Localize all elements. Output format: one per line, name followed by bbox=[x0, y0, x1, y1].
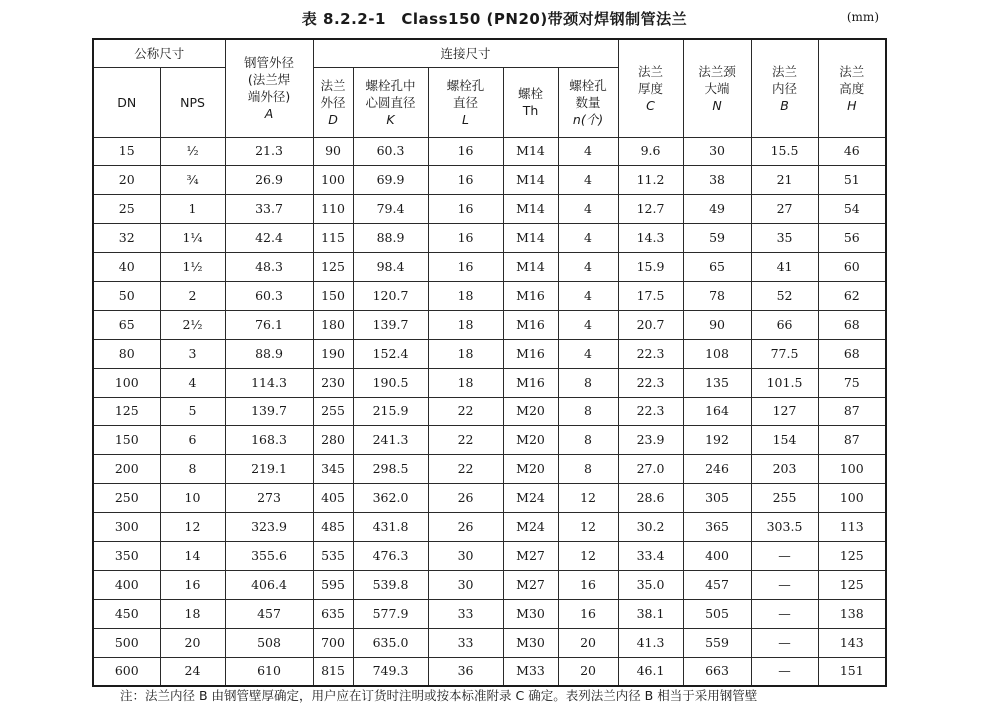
table-cell: 15.9 bbox=[618, 253, 683, 282]
table-cell: 87 bbox=[818, 426, 886, 455]
table-cell: 68 bbox=[818, 339, 886, 368]
table-cell: 100 bbox=[818, 455, 886, 484]
header-flange-od: 法兰 外径 D bbox=[313, 67, 353, 137]
table-cell: 30 bbox=[683, 137, 751, 166]
table-cell: 406.4 bbox=[225, 570, 313, 599]
table-cell: 42.4 bbox=[225, 224, 313, 253]
table-cell: 69.9 bbox=[353, 166, 428, 195]
table-cell: 38.1 bbox=[618, 599, 683, 628]
table-cell: 33 bbox=[428, 628, 503, 657]
table-cell: 663 bbox=[683, 657, 751, 686]
table-cell: 25 bbox=[93, 195, 160, 224]
table-body bbox=[93, 137, 886, 686]
table-cell: 90 bbox=[683, 310, 751, 339]
table-cell: 2 bbox=[160, 281, 225, 310]
table-cell: 595 bbox=[313, 570, 353, 599]
table-row bbox=[93, 224, 886, 253]
table-cell: — bbox=[751, 570, 818, 599]
table-cell: 51 bbox=[818, 166, 886, 195]
table-cell: 20.7 bbox=[618, 310, 683, 339]
table-cell: 16 bbox=[428, 253, 503, 282]
table-cell: 24 bbox=[160, 657, 225, 686]
header-height: 法兰 高度 H bbox=[818, 39, 886, 137]
table-cell: 60.3 bbox=[225, 281, 313, 310]
table-cell: 280 bbox=[313, 426, 353, 455]
table-cell: 485 bbox=[313, 513, 353, 542]
table-cell: 125 bbox=[818, 570, 886, 599]
table-cell: 457 bbox=[225, 599, 313, 628]
table-cell: 600 bbox=[93, 657, 160, 686]
table-cell: 36 bbox=[428, 657, 503, 686]
table-cell: 27 bbox=[751, 195, 818, 224]
table-cell: 79.4 bbox=[353, 195, 428, 224]
table-cell: 28.6 bbox=[618, 484, 683, 513]
table-cell: 125 bbox=[93, 397, 160, 426]
table-cell: 22 bbox=[428, 426, 503, 455]
table-cell: 26 bbox=[428, 513, 503, 542]
table-cell: 246 bbox=[683, 455, 751, 484]
table-row bbox=[93, 426, 886, 455]
table-cell: 405 bbox=[313, 484, 353, 513]
table-cell: 164 bbox=[683, 397, 751, 426]
table-cell: 20 bbox=[93, 166, 160, 195]
table-cell: 18 bbox=[160, 599, 225, 628]
header-bolt: 螺栓 Th bbox=[503, 67, 558, 137]
table-cell: 80 bbox=[93, 339, 160, 368]
table-cell: 8 bbox=[558, 455, 618, 484]
table-cell: 33.4 bbox=[618, 541, 683, 570]
table-cell: 52 bbox=[751, 281, 818, 310]
table-cell: 12 bbox=[558, 541, 618, 570]
table-cell: 33.7 bbox=[225, 195, 313, 224]
table-cell: ½ bbox=[160, 137, 225, 166]
table-cell: 230 bbox=[313, 368, 353, 397]
table-cell: M14 bbox=[503, 137, 558, 166]
table-row bbox=[93, 281, 886, 310]
table-cell: 300 bbox=[93, 513, 160, 542]
table-cell: 62 bbox=[818, 281, 886, 310]
table-cell: 101.5 bbox=[751, 368, 818, 397]
table-cell: 450 bbox=[93, 599, 160, 628]
table-cell: 298.5 bbox=[353, 455, 428, 484]
table-cell: 345 bbox=[313, 455, 353, 484]
header-connection: 连接尺寸 bbox=[313, 39, 618, 67]
table-cell: 250 bbox=[93, 484, 160, 513]
table-cell: 138 bbox=[818, 599, 886, 628]
table-row bbox=[93, 397, 886, 426]
table-cell: 21.3 bbox=[225, 137, 313, 166]
table-cell: 500 bbox=[93, 628, 160, 657]
table-cell: 431.8 bbox=[353, 513, 428, 542]
table-cell: 241.3 bbox=[353, 426, 428, 455]
table-row bbox=[93, 368, 886, 397]
table-cell: 635 bbox=[313, 599, 353, 628]
header-pipe-od: 钢管外径 (法兰焊 端外径) A bbox=[225, 39, 313, 137]
table-cell: 125 bbox=[313, 253, 353, 282]
table-cell: 16 bbox=[558, 570, 618, 599]
table-cell: 9.6 bbox=[618, 137, 683, 166]
table-cell: 49 bbox=[683, 195, 751, 224]
table-cell: 50 bbox=[93, 281, 160, 310]
table-cell: 127 bbox=[751, 397, 818, 426]
table-cell: 48.3 bbox=[225, 253, 313, 282]
table-title: 表 8.2.2-1 Class150 (PN20)带颈对焊钢制管法兰 bbox=[301, 10, 688, 28]
table-cell: 20 bbox=[160, 628, 225, 657]
table-cell: 12 bbox=[160, 513, 225, 542]
table-cell: 400 bbox=[93, 570, 160, 599]
header-nominal-size: 公称尺寸 bbox=[93, 39, 225, 67]
table-cell: 15.5 bbox=[751, 137, 818, 166]
table-cell: 110 bbox=[313, 195, 353, 224]
table-cell: 180 bbox=[313, 310, 353, 339]
table-row bbox=[93, 137, 886, 166]
table-cell: 100 bbox=[818, 484, 886, 513]
table-cell: 8 bbox=[160, 455, 225, 484]
table-cell: 16 bbox=[428, 224, 503, 253]
table-cell: 350 bbox=[93, 541, 160, 570]
table-cell: 150 bbox=[93, 426, 160, 455]
table-cell: — bbox=[751, 628, 818, 657]
table-row bbox=[93, 484, 886, 513]
table-cell: 700 bbox=[313, 628, 353, 657]
header-thickness: 法兰 厚度 C bbox=[618, 39, 683, 137]
table-cell: 152.4 bbox=[353, 339, 428, 368]
table-cell: M14 bbox=[503, 253, 558, 282]
table-cell: 4 bbox=[558, 339, 618, 368]
header-bolt-count: 螺栓孔 数量 n(个) bbox=[558, 67, 618, 137]
table-cell: 78 bbox=[683, 281, 751, 310]
table-cell: 46 bbox=[818, 137, 886, 166]
table-cell: M30 bbox=[503, 599, 558, 628]
table-cell: 108 bbox=[683, 339, 751, 368]
flange-table bbox=[92, 38, 887, 687]
table-cell: 41.3 bbox=[618, 628, 683, 657]
table-cell: 65 bbox=[93, 310, 160, 339]
table-cell: 4 bbox=[558, 281, 618, 310]
table-cell: 749.3 bbox=[353, 657, 428, 686]
table-cell: M20 bbox=[503, 426, 558, 455]
table-cell: M16 bbox=[503, 339, 558, 368]
table-cell: 273 bbox=[225, 484, 313, 513]
table-cell: 18 bbox=[428, 368, 503, 397]
table-cell: 11.2 bbox=[618, 166, 683, 195]
table-cell: 32 bbox=[93, 224, 160, 253]
table-cell: 41 bbox=[751, 253, 818, 282]
table-cell: 20 bbox=[558, 657, 618, 686]
table-cell: 4 bbox=[558, 195, 618, 224]
table-cell: 215.9 bbox=[353, 397, 428, 426]
table-cell: 16 bbox=[160, 570, 225, 599]
table-cell: 88.9 bbox=[225, 339, 313, 368]
header-bolt-circle: 螺栓孔中 心圆直径 K bbox=[353, 67, 428, 137]
table-cell: M33 bbox=[503, 657, 558, 686]
table-cell: 4 bbox=[160, 368, 225, 397]
table-cell: 143 bbox=[818, 628, 886, 657]
table-cell: 17.5 bbox=[618, 281, 683, 310]
table-cell: 60.3 bbox=[353, 137, 428, 166]
table-cell: 18 bbox=[428, 281, 503, 310]
table-cell: 16 bbox=[428, 166, 503, 195]
table-cell: 10 bbox=[160, 484, 225, 513]
table-cell: 5 bbox=[160, 397, 225, 426]
table-cell: 59 bbox=[683, 224, 751, 253]
table-cell: M24 bbox=[503, 513, 558, 542]
table-cell: 151 bbox=[818, 657, 886, 686]
table-cell: 16 bbox=[428, 195, 503, 224]
table-cell: 22.3 bbox=[618, 339, 683, 368]
table-cell: 323.9 bbox=[225, 513, 313, 542]
table-cell: M14 bbox=[503, 195, 558, 224]
table-cell: 535 bbox=[313, 541, 353, 570]
table-cell: 75 bbox=[818, 368, 886, 397]
table-cell: 365 bbox=[683, 513, 751, 542]
table-cell: 4 bbox=[558, 137, 618, 166]
table-cell: 66 bbox=[751, 310, 818, 339]
table-cell: 303.5 bbox=[751, 513, 818, 542]
table-cell: 54 bbox=[818, 195, 886, 224]
table-cell: M14 bbox=[503, 166, 558, 195]
table-cell: 76.1 bbox=[225, 310, 313, 339]
table-cell: 40 bbox=[93, 253, 160, 282]
table-cell: 16 bbox=[428, 137, 503, 166]
table-row bbox=[93, 541, 886, 570]
table-row bbox=[93, 599, 886, 628]
table-cell: 60 bbox=[818, 253, 886, 282]
table-cell: 508 bbox=[225, 628, 313, 657]
table-cell: 21 bbox=[751, 166, 818, 195]
table-cell: 12 bbox=[558, 484, 618, 513]
table-cell: 305 bbox=[683, 484, 751, 513]
table-cell: 22.3 bbox=[618, 368, 683, 397]
table-cell: 88.9 bbox=[353, 224, 428, 253]
table-cell: 15 bbox=[93, 137, 160, 166]
table-row bbox=[93, 339, 886, 368]
table-row bbox=[93, 195, 886, 224]
table-cell: 2½ bbox=[160, 310, 225, 339]
table-cell: 1¼ bbox=[160, 224, 225, 253]
table-cell: 12 bbox=[558, 513, 618, 542]
table-cell: 8 bbox=[558, 426, 618, 455]
table-cell: 100 bbox=[93, 368, 160, 397]
table-cell: 20 bbox=[558, 628, 618, 657]
table-cell: 539.8 bbox=[353, 570, 428, 599]
table-cell: 26 bbox=[428, 484, 503, 513]
header-bolt-hole-dia: 螺栓孔 直径 L bbox=[428, 67, 503, 137]
table-cell: 6 bbox=[160, 426, 225, 455]
table-cell: 505 bbox=[683, 599, 751, 628]
table-cell: 362.0 bbox=[353, 484, 428, 513]
header-dn: DN bbox=[93, 67, 160, 137]
table-cell: 559 bbox=[683, 628, 751, 657]
table-row bbox=[93, 455, 886, 484]
table-cell: 12.7 bbox=[618, 195, 683, 224]
table-cell: 577.9 bbox=[353, 599, 428, 628]
table-cell: 35 bbox=[751, 224, 818, 253]
table-cell: 610 bbox=[225, 657, 313, 686]
table-cell: 135 bbox=[683, 368, 751, 397]
table-cell: 35.0 bbox=[618, 570, 683, 599]
table-cell: 200 bbox=[93, 455, 160, 484]
table-cell: 125 bbox=[818, 541, 886, 570]
table-cell: 114.3 bbox=[225, 368, 313, 397]
table-cell: M20 bbox=[503, 455, 558, 484]
table-cell: M16 bbox=[503, 281, 558, 310]
table-cell: ¾ bbox=[160, 166, 225, 195]
table-row bbox=[93, 166, 886, 195]
table-cell: 90 bbox=[313, 137, 353, 166]
table-cell: 1 bbox=[160, 195, 225, 224]
table-cell: 3 bbox=[160, 339, 225, 368]
table-cell: 100 bbox=[313, 166, 353, 195]
table-cell: 16 bbox=[558, 599, 618, 628]
table-cell: 18 bbox=[428, 339, 503, 368]
table-cell: — bbox=[751, 599, 818, 628]
header-nps: NPS bbox=[160, 67, 225, 137]
table-cell: 1½ bbox=[160, 253, 225, 282]
table-cell: 98.4 bbox=[353, 253, 428, 282]
table-cell: 139.7 bbox=[353, 310, 428, 339]
unit-label: (mm) bbox=[846, 10, 879, 24]
table-cell: 150 bbox=[313, 281, 353, 310]
table-cell: 77.5 bbox=[751, 339, 818, 368]
table-cell: 14.3 bbox=[618, 224, 683, 253]
table-cell: M27 bbox=[503, 541, 558, 570]
table-row bbox=[93, 310, 886, 339]
table-cell: 22 bbox=[428, 455, 503, 484]
table-cell: 22 bbox=[428, 397, 503, 426]
table-cell: M30 bbox=[503, 628, 558, 657]
table-cell: M16 bbox=[503, 368, 558, 397]
table-cell: 23.9 bbox=[618, 426, 683, 455]
table-cell: 115 bbox=[313, 224, 353, 253]
table-cell: 65 bbox=[683, 253, 751, 282]
table-cell: 4 bbox=[558, 166, 618, 195]
table-cell: 168.3 bbox=[225, 426, 313, 455]
table-row bbox=[93, 570, 886, 599]
table-cell: 192 bbox=[683, 426, 751, 455]
table-cell: 30 bbox=[428, 570, 503, 599]
table-cell: 815 bbox=[313, 657, 353, 686]
table-cell: M27 bbox=[503, 570, 558, 599]
table-cell: 255 bbox=[313, 397, 353, 426]
table-cell: 139.7 bbox=[225, 397, 313, 426]
table-cell: 18 bbox=[428, 310, 503, 339]
table-cell: 8 bbox=[558, 368, 618, 397]
table-cell: 476.3 bbox=[353, 541, 428, 570]
table-cell: M20 bbox=[503, 397, 558, 426]
table-cell: 46.1 bbox=[618, 657, 683, 686]
table-cell: 4 bbox=[558, 224, 618, 253]
table-cell: 14 bbox=[160, 541, 225, 570]
table-cell: 190.5 bbox=[353, 368, 428, 397]
table-cell: 27.0 bbox=[618, 455, 683, 484]
footnote: 注：法兰内径 B 由钢管壁厚确定，用户应在订货时注明或按本标准附录 C 确定。表列法兰内径 B 相当于采用钢管壁 bbox=[120, 688, 758, 703]
table-cell: M16 bbox=[503, 310, 558, 339]
table-cell: 38 bbox=[683, 166, 751, 195]
table-cell: 33 bbox=[428, 599, 503, 628]
table-cell: 219.1 bbox=[225, 455, 313, 484]
table-row bbox=[93, 657, 886, 686]
table-cell: 355.6 bbox=[225, 541, 313, 570]
table-cell: 154 bbox=[751, 426, 818, 455]
table-cell: 120.7 bbox=[353, 281, 428, 310]
table-cell: 635.0 bbox=[353, 628, 428, 657]
table-cell: 56 bbox=[818, 224, 886, 253]
table-row bbox=[93, 513, 886, 542]
table-cell: 87 bbox=[818, 397, 886, 426]
table-cell: M24 bbox=[503, 484, 558, 513]
table-cell: 8 bbox=[558, 397, 618, 426]
table-row bbox=[93, 253, 886, 282]
header-inner-dia: 法兰 内径 B bbox=[751, 39, 818, 137]
table-cell: 4 bbox=[558, 310, 618, 339]
table-cell: M14 bbox=[503, 224, 558, 253]
table-cell: — bbox=[751, 657, 818, 686]
table-cell: 30.2 bbox=[618, 513, 683, 542]
table-cell: 255 bbox=[751, 484, 818, 513]
table-row bbox=[93, 628, 886, 657]
table-cell: 457 bbox=[683, 570, 751, 599]
table-cell: 203 bbox=[751, 455, 818, 484]
table-cell: 400 bbox=[683, 541, 751, 570]
table-cell: 113 bbox=[818, 513, 886, 542]
header-neck: 法兰颈 大端 N bbox=[683, 39, 751, 137]
table-cell: 30 bbox=[428, 541, 503, 570]
table-cell: 22.3 bbox=[618, 397, 683, 426]
table-cell: 26.9 bbox=[225, 166, 313, 195]
table-cell: 4 bbox=[558, 253, 618, 282]
table-cell: 190 bbox=[313, 339, 353, 368]
table-cell: 68 bbox=[818, 310, 886, 339]
table-cell: — bbox=[751, 541, 818, 570]
